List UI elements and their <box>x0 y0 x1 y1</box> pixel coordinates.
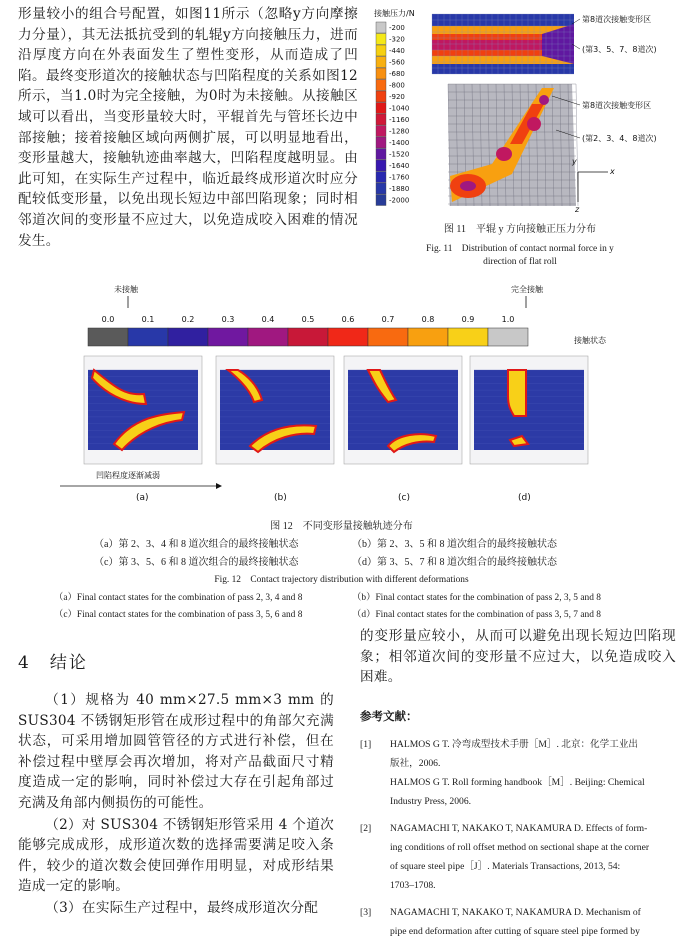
reference-number: [1] <box>360 739 372 750</box>
legend-swatch <box>376 160 386 171</box>
reference-line: pipe end deformation after cutting of square steel pipe formed by <box>390 926 640 937</box>
scale-swatch <box>448 328 488 346</box>
scale-tick-label: 0.7 <box>381 315 395 324</box>
legend-swatch <box>376 126 386 137</box>
scale-tick-label: 0.1 <box>141 315 155 324</box>
fig12-sub-en-d: （d）Final contact states for the combination of pass 3, 5, 7 and 8 <box>352 610 601 620</box>
scale-tick-label: 0.8 <box>421 315 435 324</box>
fig11-legend <box>376 22 409 206</box>
legend-value: -440 <box>389 47 405 55</box>
fig12-graphic <box>56 280 636 512</box>
reference-number: [2] <box>360 823 372 834</box>
conclusion-column <box>18 690 334 919</box>
fig11-top-label-2: (第3、5、7、8道次) <box>582 45 657 54</box>
reference-line: 版社，2006. <box>390 758 441 769</box>
legend-swatch <box>376 45 386 56</box>
legend-value: -2000 <box>389 196 410 205</box>
legend-value: -560 <box>389 58 405 67</box>
fig12-sub-en-a: （a）Final contact states for the combination of pass 2, 3, 4 and 8 <box>54 593 303 603</box>
scale-tick-label: 0.3 <box>221 315 235 324</box>
fig12-scale <box>88 315 528 346</box>
legend-value: -680 <box>389 70 405 78</box>
reference-list <box>360 735 678 949</box>
reference-item <box>360 819 678 895</box>
scale-tick-label: 1.0 <box>501 315 515 324</box>
reference-line: NAGAMACHI T, NAKAKO T, NAKAMURA D. Effects of form- <box>390 823 648 834</box>
fig12-full-contact-label: 完全接触 <box>511 285 543 294</box>
legend-swatch <box>376 183 386 194</box>
legend-value: -1760 <box>389 173 410 182</box>
fig12-sub-zh-b: （b）第 2、3、5 和 8 道次组合的最终接触状态 <box>352 539 557 550</box>
svg-text:y: y <box>572 157 577 166</box>
legend-value: -1280 <box>389 127 410 136</box>
contact-panel <box>84 356 202 464</box>
fig11-bottom-label-1: 第8道次接触变形区 <box>582 101 652 110</box>
legend-swatch <box>376 80 386 91</box>
svg-text:x: x <box>610 167 615 176</box>
fig12-no-contact-label: 未接触 <box>114 285 138 294</box>
figure-12 <box>56 280 636 512</box>
scale-tick-label: 0.9 <box>461 315 475 324</box>
conclusion-continued: 的变形量应较小，从而可以避免出现长短边凹陷现象；相邻道次间的变形量不应过大，以免造成咬入困难。 <box>360 628 676 686</box>
reference-number: [3] <box>360 907 372 918</box>
section-heading: 4 结论 <box>18 653 88 673</box>
conclusion-p1: （1）规格为 40 mm×27.5 mm×3 mm 的 SUS304 不锈钢矩形管在成形过程中的角部欠充满状态，可采用增加圆管管径的方式进行补偿，但在补偿过程中壁厚会再次增加，将对产品截面尺寸精度造成一定的影响，同时补偿过大存在引起角部过充满及角部内侧损伤的可能性。 <box>18 692 334 811</box>
fig12-sub-en-c: （c）Final contact states for the combination of pass 3, 5, 6 and 8 <box>54 610 303 620</box>
contact-panel <box>344 356 462 464</box>
scale-swatch <box>288 328 328 346</box>
reference-line: 1703–1708. <box>390 880 436 891</box>
reference-line: ing conditions of roll offset method on sectional shape at the corner <box>390 842 650 853</box>
legend-swatch <box>376 34 386 45</box>
reference-line: HALMOS G T. 冷弯成型技术手册［M］. 北京：化学工业出 <box>390 739 639 750</box>
fig11-top-mesh <box>432 14 574 74</box>
fig11-caption-en-2: direction of flat roll <box>483 257 557 267</box>
scale-swatch <box>248 328 288 346</box>
scale-tick-label: 0.0 <box>101 315 115 324</box>
legend-value: -800 <box>389 81 405 90</box>
legend-value: -1160 <box>389 116 410 124</box>
fig11-top-label-1: 第8道次接触变形区 <box>582 15 652 24</box>
scale-swatch <box>168 328 208 346</box>
fig12-scale-title: 接触状态 <box>574 336 606 345</box>
fig11-caption-en-1: Fig. 11 Distribution of contact normal force in y <box>426 244 614 254</box>
fig12-sub-zh-a: （a）第 2、3、4 和 8 道次组合的最终接触状态 <box>94 539 299 550</box>
scale-tick-label: 0.4 <box>261 315 275 324</box>
fig11-graphic <box>372 4 668 214</box>
body-paragraph-top: 形量较小的组合号配置，如图11所示（忽略y方向摩擦力分量），其无法抵抗受到的轧辊y方向接触压力，进而沿厚度方向在外表面发生了塑性变形，从而造成了凹陷。最终变形道次的接触状态与凹陷程度的关系如图12所示，当1.0时为完全接触，为0时为未接触。从接触区域可以看出，当变形量较大时，平辊首先与管坯长边中部接触；接着接触区域向两侧扩展，可以明显地看出，变形量越大，接触轨迹曲率越大，凹陷程度越明显。由此可知，在实际生产过程中，临近最终成形道次时应分配较低变形量，以免出现长短边中部凹陷现象；同时相邻道次间的变形量不应过大，以免造成咬入困难的情况发生。 <box>18 6 358 249</box>
scale-swatch <box>88 328 128 346</box>
scale-swatch <box>408 328 448 346</box>
conclusion-p3: （3）在实际生产过程中，最终成形道次分配 <box>45 899 319 916</box>
legend-swatch <box>376 172 386 183</box>
reference-line: NAGAMACHI T, NAKAKO T, NAKAMURA D. Mechanism of <box>390 907 641 918</box>
scale-swatch <box>208 328 248 346</box>
reference-line: Industry Press, 2006. <box>390 796 472 807</box>
figure-11 <box>372 4 668 214</box>
legend-value: -320 <box>389 35 405 44</box>
legend-swatch <box>376 57 386 68</box>
scale-tick-label: 0.6 <box>341 315 355 324</box>
legend-value: -1040 <box>389 104 410 113</box>
fig12-arrow-label: 凹陷程度逐渐减弱 <box>96 471 160 480</box>
conclusion-p2: （2）对 SUS304 不锈钢矩形管采用 4 个道次能够完成成形，成形道次数的选择需要满足咬入条件，较少的道次数会使回弹作用明显，对成形结果造成一定的影响。 <box>18 816 334 895</box>
scale-swatch <box>328 328 368 346</box>
scale-tick-label: 0.5 <box>301 315 315 324</box>
legend-swatch <box>376 22 386 33</box>
fig12-panels <box>84 356 588 464</box>
legend-value: -1880 <box>389 185 410 193</box>
legend-value: -920 <box>389 93 405 101</box>
arrow-right-icon <box>60 483 222 489</box>
scale-tick-label: 0.2 <box>181 315 195 324</box>
fig12-caption-en: Fig. 12 Contact trajectory distribution with different deformations <box>214 575 469 585</box>
legend-value: -200 <box>389 24 405 32</box>
references-title: 参考文献： <box>360 709 418 723</box>
fig12-caption-zh: 图 12 不同变形量接触轨迹分布 <box>270 521 413 532</box>
legend-swatch <box>376 137 386 148</box>
legend-swatch <box>376 103 386 114</box>
scale-swatch <box>128 328 168 346</box>
scale-swatch <box>488 328 528 346</box>
fig11-bottom-mesh <box>448 84 578 206</box>
contact-panel <box>470 356 588 464</box>
fig11-bottom-label-2: (第2、3、4、8道次) <box>582 134 657 143</box>
legend-value: -1640 <box>389 162 410 170</box>
panel-label-d: (d) <box>518 493 531 503</box>
panel-label-c: (c) <box>398 493 410 503</box>
panel-label-a: (a) <box>136 493 149 503</box>
reference-line: of square steel pipe［J］. Materials Transactions, 2013, 54: <box>390 861 621 872</box>
legend-swatch <box>376 68 386 79</box>
contact-panel <box>216 356 334 464</box>
legend-swatch <box>376 149 386 160</box>
reference-item <box>360 735 678 811</box>
reference-line: HALMOS G T. Roll forming handbook［M］. Beijing: Chemical <box>390 777 645 788</box>
legend-swatch <box>376 91 386 102</box>
panel-label-b: (b) <box>274 493 287 503</box>
scale-swatch <box>368 328 408 346</box>
fig11-caption-zh: 图 11 平辊 y 方向接触正压力分布 <box>443 224 597 235</box>
legend-value: -1400 <box>389 139 410 147</box>
svg-text:z: z <box>575 205 580 214</box>
fig12-sub-zh-c: （c）第 3、5、6 和 8 道次组合的最终接触状态 <box>94 557 299 568</box>
fig12-sub-en-b: （b）Final contact states for the combination of pass 2, 3, 5 and 8 <box>352 593 601 603</box>
legend-swatch <box>376 195 386 206</box>
legend-swatch <box>376 114 386 125</box>
reference-item <box>360 903 678 941</box>
fig11-legend-title: 接触压力/N <box>374 9 415 18</box>
fig12-sub-zh-d: （d）第 3、5、7 和 8 道次组合的最终接触状态 <box>352 557 557 568</box>
legend-value: -1520 <box>389 150 410 159</box>
